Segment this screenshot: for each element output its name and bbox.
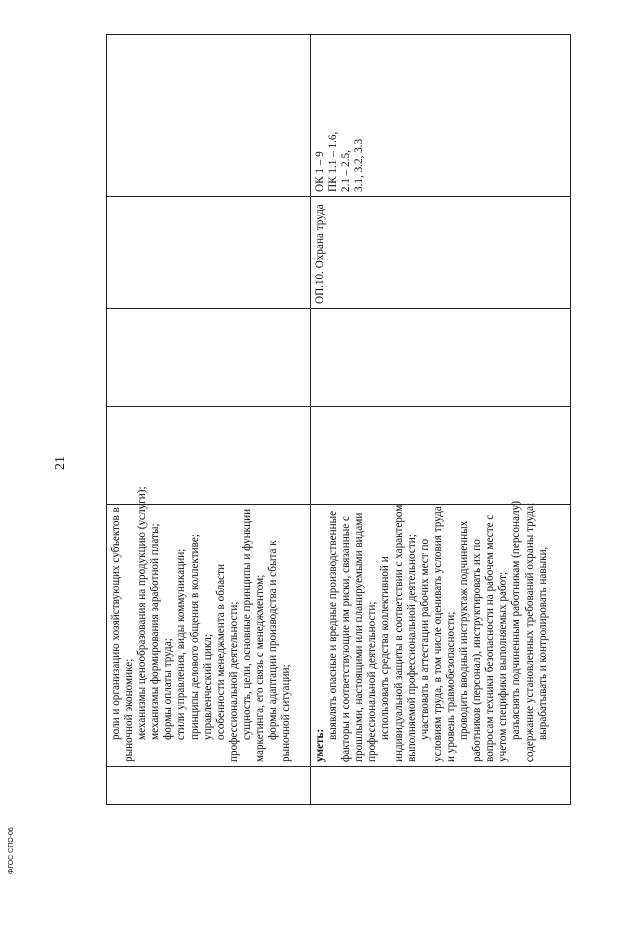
text-line: и уровень травмобезопасности; bbox=[444, 611, 457, 762]
text-line: особенности менеджмента в области bbox=[214, 564, 227, 740]
text-line: механизмы формирования заработной платы; bbox=[149, 523, 162, 740]
text-line: профессиональной деятельности; bbox=[366, 601, 379, 762]
discipline-cell bbox=[107, 197, 311, 309]
text-line: прошлыми, настоящими или планируемыми видами bbox=[353, 512, 366, 762]
footer-box bbox=[8, 827, 26, 934]
text-line: рыночной ситуации; bbox=[280, 664, 293, 762]
text-line: вопросам техники безопасности на рабочем месте с bbox=[484, 514, 497, 762]
competence-line: ОК 1 – 9 bbox=[314, 151, 326, 192]
skills-list bbox=[327, 501, 550, 762]
text-line: разъяснять подчиненным работникам (персоналу) bbox=[510, 501, 523, 740]
text-line: условиям труда, в том числе оценивать условия труда bbox=[431, 506, 444, 762]
text-line: выявлять опасные и вредные производственные bbox=[327, 510, 340, 740]
text-line: формы оплаты труда; bbox=[162, 638, 175, 740]
rotated-page bbox=[106, 35, 570, 805]
text-line: работников (персонал), инструктировать их по bbox=[471, 539, 484, 762]
text-line: учетом специфики выполняемых работ; bbox=[497, 571, 510, 762]
text-line: использовать средства коллективной и bbox=[379, 556, 392, 740]
discipline-name: ОП.10. Охрана труда bbox=[314, 204, 326, 304]
empty-cell bbox=[107, 309, 311, 407]
knowledge-cell bbox=[107, 486, 311, 767]
text-line: вырабатывать и контролировать навыки, bbox=[536, 546, 549, 740]
text-line: стили управления, виды коммуникации; bbox=[175, 548, 188, 740]
table-row bbox=[311, 35, 571, 805]
text-line: принципы делового общения в коллективе; bbox=[188, 534, 201, 740]
index-cell bbox=[107, 767, 311, 805]
competence-line: ПК 1.1 – 1.6, bbox=[327, 131, 340, 192]
text-line: проводить вводный инструктаж подчиненных bbox=[458, 520, 471, 740]
empty-cell bbox=[311, 407, 571, 505]
page-number-box bbox=[53, 452, 73, 472]
competence-cell bbox=[107, 35, 311, 197]
table-row bbox=[107, 35, 311, 805]
page-number: 21 bbox=[53, 456, 68, 470]
index-cell bbox=[311, 767, 571, 805]
text-line: профессиональной деятельности; bbox=[227, 601, 240, 762]
text-line: факторы и соответствующие им риски, связанные с bbox=[340, 516, 353, 762]
text-line: маркетинга, его связь с менеджментом; bbox=[254, 574, 267, 762]
competence-cell bbox=[311, 35, 571, 197]
competence-table bbox=[106, 34, 571, 805]
text-line: рыночной экономике; bbox=[123, 658, 136, 762]
footer-code: ФГОС СПО-06 bbox=[8, 827, 15, 874]
empty-cell bbox=[311, 309, 571, 407]
text-line: выполняемой профессиональной деятельности; bbox=[405, 534, 418, 762]
competence-line: 2.1 – 2.5, bbox=[340, 150, 353, 192]
text-line: механизмы ценообразования на продукцию (услуги); bbox=[136, 486, 149, 740]
text-line: индивидуальной защиты в соответствии с характером bbox=[392, 504, 405, 762]
skills-heading: уметь: bbox=[314, 728, 326, 762]
text-line: участвовать в аттестации рабочих мест по bbox=[418, 538, 431, 740]
text-line: роли и организацию хозяйствующих субъектов в bbox=[110, 507, 122, 740]
text-line: управленческий цикл; bbox=[201, 634, 214, 740]
discipline-cell bbox=[311, 197, 571, 309]
text-line: формы адаптации производства и сбыта к bbox=[267, 540, 280, 740]
text-line: сущность, цели, основные принципы и функции bbox=[240, 508, 253, 740]
knowledge-list bbox=[110, 486, 293, 762]
text-line: содержание установленных требований охраны труда; bbox=[523, 502, 536, 762]
competence-line: 3.1, 3.2, 3.3 bbox=[353, 138, 366, 192]
skills-cell bbox=[311, 501, 571, 767]
